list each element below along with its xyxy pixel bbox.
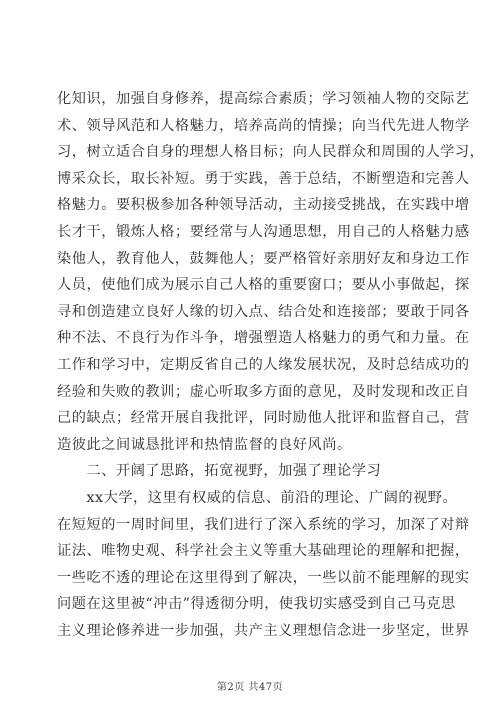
text-line: 习，树立适合自身的理想人格目标；向人民群众和周围的人学习， — [57, 144, 485, 161]
text-line: 一些吃不透的理论在这里得到了解决，一些以前不能理解的现实 — [57, 569, 470, 586]
text-line: 染他人，教育他人，鼓舞他人；要严格管好亲朋好友和身边工作 — [57, 250, 470, 267]
section-heading: 二、开阔了思路，拓宽视野，加强了理论学习 — [57, 463, 382, 480]
page-number: 第2页 共47页 — [216, 682, 284, 693]
text-line: 主义理论修养进一步加强，共产主义理想信念进一步坚定，世界 — [57, 622, 470, 639]
text-line: 博采众长，取长补短。勇于实践，善于总结，不断塑造和完善人 — [57, 170, 470, 187]
document-body — [57, 86, 485, 644]
text-line: 造彼此之间诚恳批评和热情监督的良好风尚。 — [57, 436, 352, 453]
text-line: 种不法、不良行为作斗争，增强塑造人格魅力的勇气和力量。在 — [57, 330, 470, 347]
text-line: xx大学，这里有权威的信息、前沿的理论、广阔的视野。 — [57, 489, 458, 506]
text-line: 长才干，锻炼人格；要经常与人沟通思想，用自己的人格魅力感 — [57, 223, 470, 240]
text-line: 工作和学习中，定期反省自己的人缘发展状况，及时总结成功的 — [57, 356, 470, 373]
text-line: 在短短的一周时间里，我们进行了深入系统的学习，加深了对辩 — [57, 516, 470, 533]
text-line: 寻和创造建立良好人缘的切入点、结合处和连接部；要敢于同各 — [57, 303, 470, 320]
text-line: 化知识，加强自身修养，提高综合素质；学习领袖人物的交际艺 — [57, 91, 470, 107]
text-line: 术、领导风范和人格魅力，培养高尚的情操；向当代先进人物学 — [57, 117, 470, 134]
text-line: 问题在这里被“冲击”得透彻分明，使我切实感受到自己马克思 — [57, 596, 456, 613]
text-line: 人员，使他们成为展示自己人格的重要窗口；要从小事做起，探 — [57, 277, 470, 294]
text-line: 己的缺点；经常开展自我批评，同时励他人批评和监督自己，营 — [57, 410, 470, 427]
text-line: 格魅力。要积极参加各种领导活动，主动接受挑战，在实践中增 — [57, 197, 470, 214]
text-line: 证法、唯物史观、科学社会主义等重大基础理论的理解和把握， — [57, 543, 470, 560]
text-line: 经验和失败的教训；虚心听取多方面的意见，及时发现和改正自 — [57, 383, 470, 400]
